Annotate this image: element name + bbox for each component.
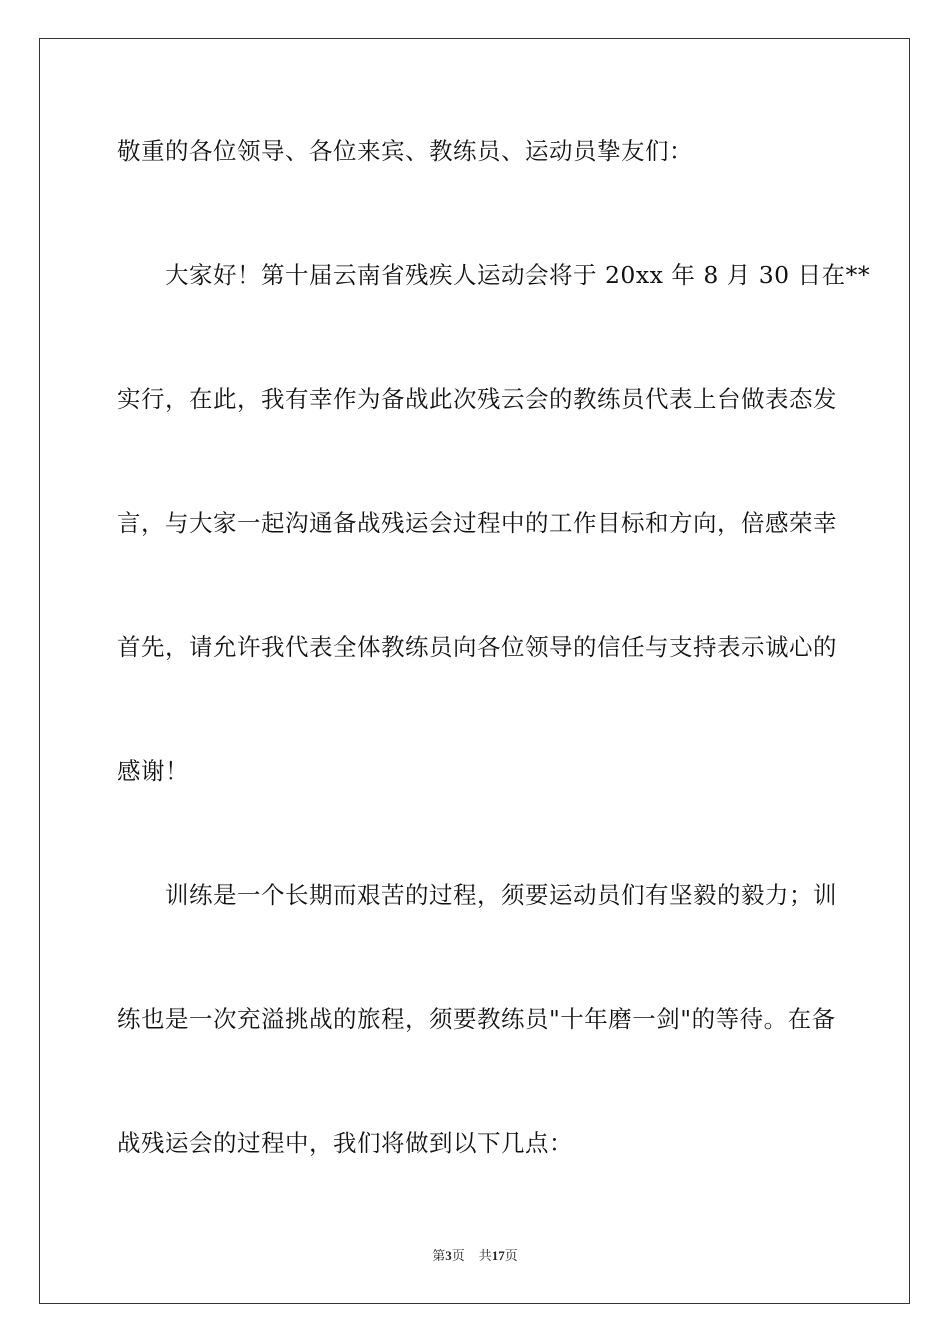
paragraph-line: 训练是一个长期而艰苦的过程，须要运动员们有坚毅的毅力；训: [165, 881, 837, 909]
page-prefix: 第: [432, 1249, 446, 1264]
page-suffix: 页: [451, 1249, 465, 1264]
total-prefix: 共: [478, 1249, 492, 1264]
page-frame: [39, 38, 910, 1304]
paragraph-line: 言，与大家一起沟通备战残运会过程中的工作目标和方向，倍感荣幸: [117, 509, 837, 537]
paragraph-line: 实行，在此，我有幸作为备战此次残云会的教练员代表上台做表态发: [117, 385, 837, 413]
paragraph-line: 练也是一次充溢挑战的旅程，须要教练员"十年磨一剑"的等待。在备: [117, 1005, 836, 1033]
paragraph-line: 首先，请允许我代表全体教练员向各位领导的信任与支持表示诚心的: [117, 633, 837, 661]
paragraph-line: 战残运会的过程中，我们将做到以下几点：: [117, 1129, 573, 1157]
total-suffix: 页: [504, 1249, 518, 1264]
page-number: 3: [445, 1248, 452, 1263]
total-pages: 17: [491, 1248, 505, 1263]
paragraph-line: 感谢！: [117, 757, 189, 785]
page-footer: [0, 1247, 950, 1266]
salutation-line: 敬重的各位领导、各位来宾、教练员、运动员挚友们：: [117, 137, 693, 165]
paragraph-line: 大家好！第十届云南省残疾人运动会将于 20xx 年 8 月 30 日在**: [165, 261, 871, 289]
